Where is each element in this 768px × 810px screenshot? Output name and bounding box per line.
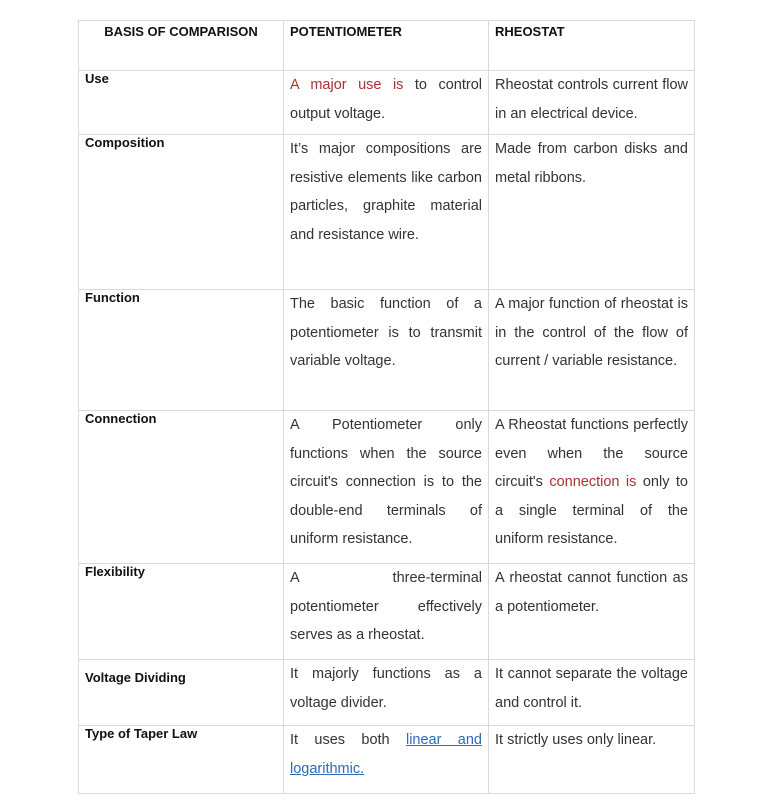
header-rheostat: RHEOSTAT xyxy=(489,21,695,71)
comparison-table xyxy=(78,20,695,794)
header-potentiometer: POTENTIOMETER xyxy=(284,21,489,71)
potentiometer-cell xyxy=(284,726,489,794)
rheostat-cell: A rheostat cannot function as a potentiometer. xyxy=(489,564,695,660)
table-row xyxy=(79,290,695,411)
rheostat-cell: Rheostat controls current flow in an electrical device. xyxy=(489,71,695,135)
highlighted-text: A major use is xyxy=(290,77,404,93)
rheostat-cell: It strictly uses only linear. xyxy=(489,726,695,794)
cell-text: to control output voltage. xyxy=(290,77,482,122)
row-label: Function xyxy=(79,290,284,411)
cell-text: only to a single terminal of the uniform resistance. xyxy=(495,474,688,547)
highlighted-text: connection is xyxy=(549,474,637,490)
table-row xyxy=(79,726,695,794)
potentiometer-cell: It majorly functions as a voltage divider. xyxy=(284,660,489,726)
rheostat-cell: It cannot separate the voltage and control it. xyxy=(489,660,695,726)
rheostat-cell: Made from carbon disks and metal ribbons. xyxy=(489,135,695,290)
header-row xyxy=(79,21,695,71)
row-label: Voltage Dividing xyxy=(79,660,284,726)
header-basis: BASIS OF COMPARISON xyxy=(79,21,284,71)
table-row xyxy=(79,135,695,290)
rheostat-cell: A major function of rheostat is in the control of the flow of current / variable resistance. xyxy=(489,290,695,411)
linear-logarithmic-link[interactable]: linear and logarithmic. xyxy=(290,732,482,777)
potentiometer-cell: A Potentiometer only functions when the source circuit's connection is to the double-end terminals of uniform resistance. xyxy=(284,411,489,564)
table-row xyxy=(79,71,695,135)
cell-text: A Rheostat functions perfectly even when the source circuit's xyxy=(495,417,688,490)
row-label: Flexibility xyxy=(79,564,284,660)
potentiometer-cell: It’s major compositions are resistive elements like carbon particles, graphite material and resistance wire. xyxy=(284,135,489,290)
table-row xyxy=(79,564,695,660)
table-row xyxy=(79,660,695,726)
row-label: Type of Taper Law xyxy=(79,726,284,794)
potentiometer-cell xyxy=(284,71,489,135)
row-label: Composition xyxy=(79,135,284,290)
cell-text: It uses both xyxy=(290,732,406,748)
potentiometer-cell: The basic function of a potentiometer is to transmit variable voltage. xyxy=(284,290,489,411)
potentiometer-cell: A three-terminal potentiometer effectively serves as a rheostat. xyxy=(284,564,489,660)
row-label: Use xyxy=(79,71,284,135)
rheostat-cell xyxy=(489,411,695,564)
row-label: Connection xyxy=(79,411,284,564)
table-row xyxy=(79,411,695,564)
